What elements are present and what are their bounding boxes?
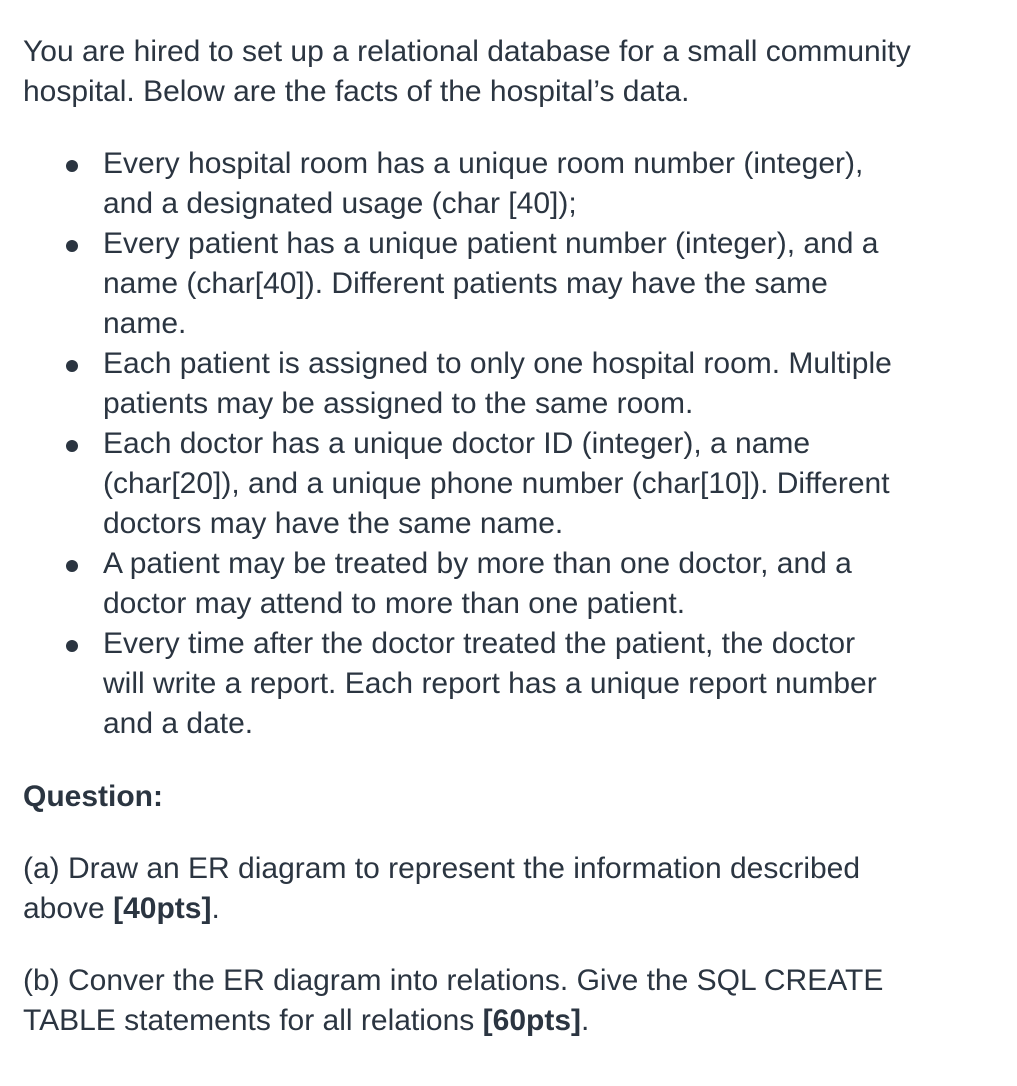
fact-line: name (char[40]). Different patients may have the same	[103, 267, 828, 300]
part-b-end: .	[581, 1004, 590, 1037]
fact-line: (char[20]), and a unique phone number (char[10]). Different	[103, 467, 890, 500]
part-a-line2: above	[23, 892, 114, 925]
list-item	[103, 144, 987, 224]
fact-line: doctors may have the same name.	[103, 507, 564, 540]
part-b-line2: TABLE statements for all relations	[23, 1004, 483, 1037]
part-b-points: [60pts]	[482, 1004, 581, 1037]
part-a-line1: (a) Draw an ER diagram to represent the information described	[23, 852, 861, 885]
fact-line: will write a report. Each report has a unique report number	[103, 667, 877, 700]
fact-line: A patient may be treated by more than one doctor, and a	[103, 547, 852, 580]
bullet-icon	[66, 160, 78, 172]
part-b-line1: (b) Conver the ER diagram into relations. Give the SQL CREATE	[23, 964, 884, 997]
fact-line: name.	[103, 307, 187, 340]
fact-line: Each doctor has a unique doctor ID (integer), a name	[103, 427, 811, 460]
list-item	[103, 344, 987, 424]
fact-line: patients may be assigned to the same room.	[103, 387, 694, 420]
intro-paragraph: You are hired to set up a relational database for a small community hospital. Below are the facts of the hospital’s data.	[23, 35, 911, 108]
fact-line: Each patient is assigned to only one hospital room. Multiple	[103, 347, 892, 380]
bullet-icon	[66, 240, 78, 252]
part-a-points: [40pts]	[113, 892, 212, 925]
part-a-end: .	[211, 892, 220, 925]
question-part-b	[23, 961, 987, 1041]
list-item	[103, 544, 987, 624]
bullet-icon	[66, 560, 78, 572]
list-item	[103, 424, 987, 544]
question-heading: Question:	[23, 780, 163, 813]
bullet-icon	[66, 440, 78, 452]
facts-list	[23, 144, 987, 744]
fact-line: Every time after the doctor treated the patient, the doctor	[103, 627, 856, 660]
bullet-icon	[66, 360, 78, 372]
fact-line: Every patient has a unique patient number (integer), and a	[103, 227, 879, 260]
list-item	[103, 224, 987, 344]
fact-line: Every hospital room has a unique room number (integer),	[103, 147, 864, 180]
bullet-icon	[66, 640, 78, 652]
fact-line: and a date.	[103, 707, 254, 740]
fact-line: and a designated usage (char [40]);	[103, 187, 577, 220]
fact-line: doctor may attend to more than one patient.	[103, 587, 686, 620]
list-item	[103, 624, 987, 744]
question-part-a	[23, 849, 987, 929]
